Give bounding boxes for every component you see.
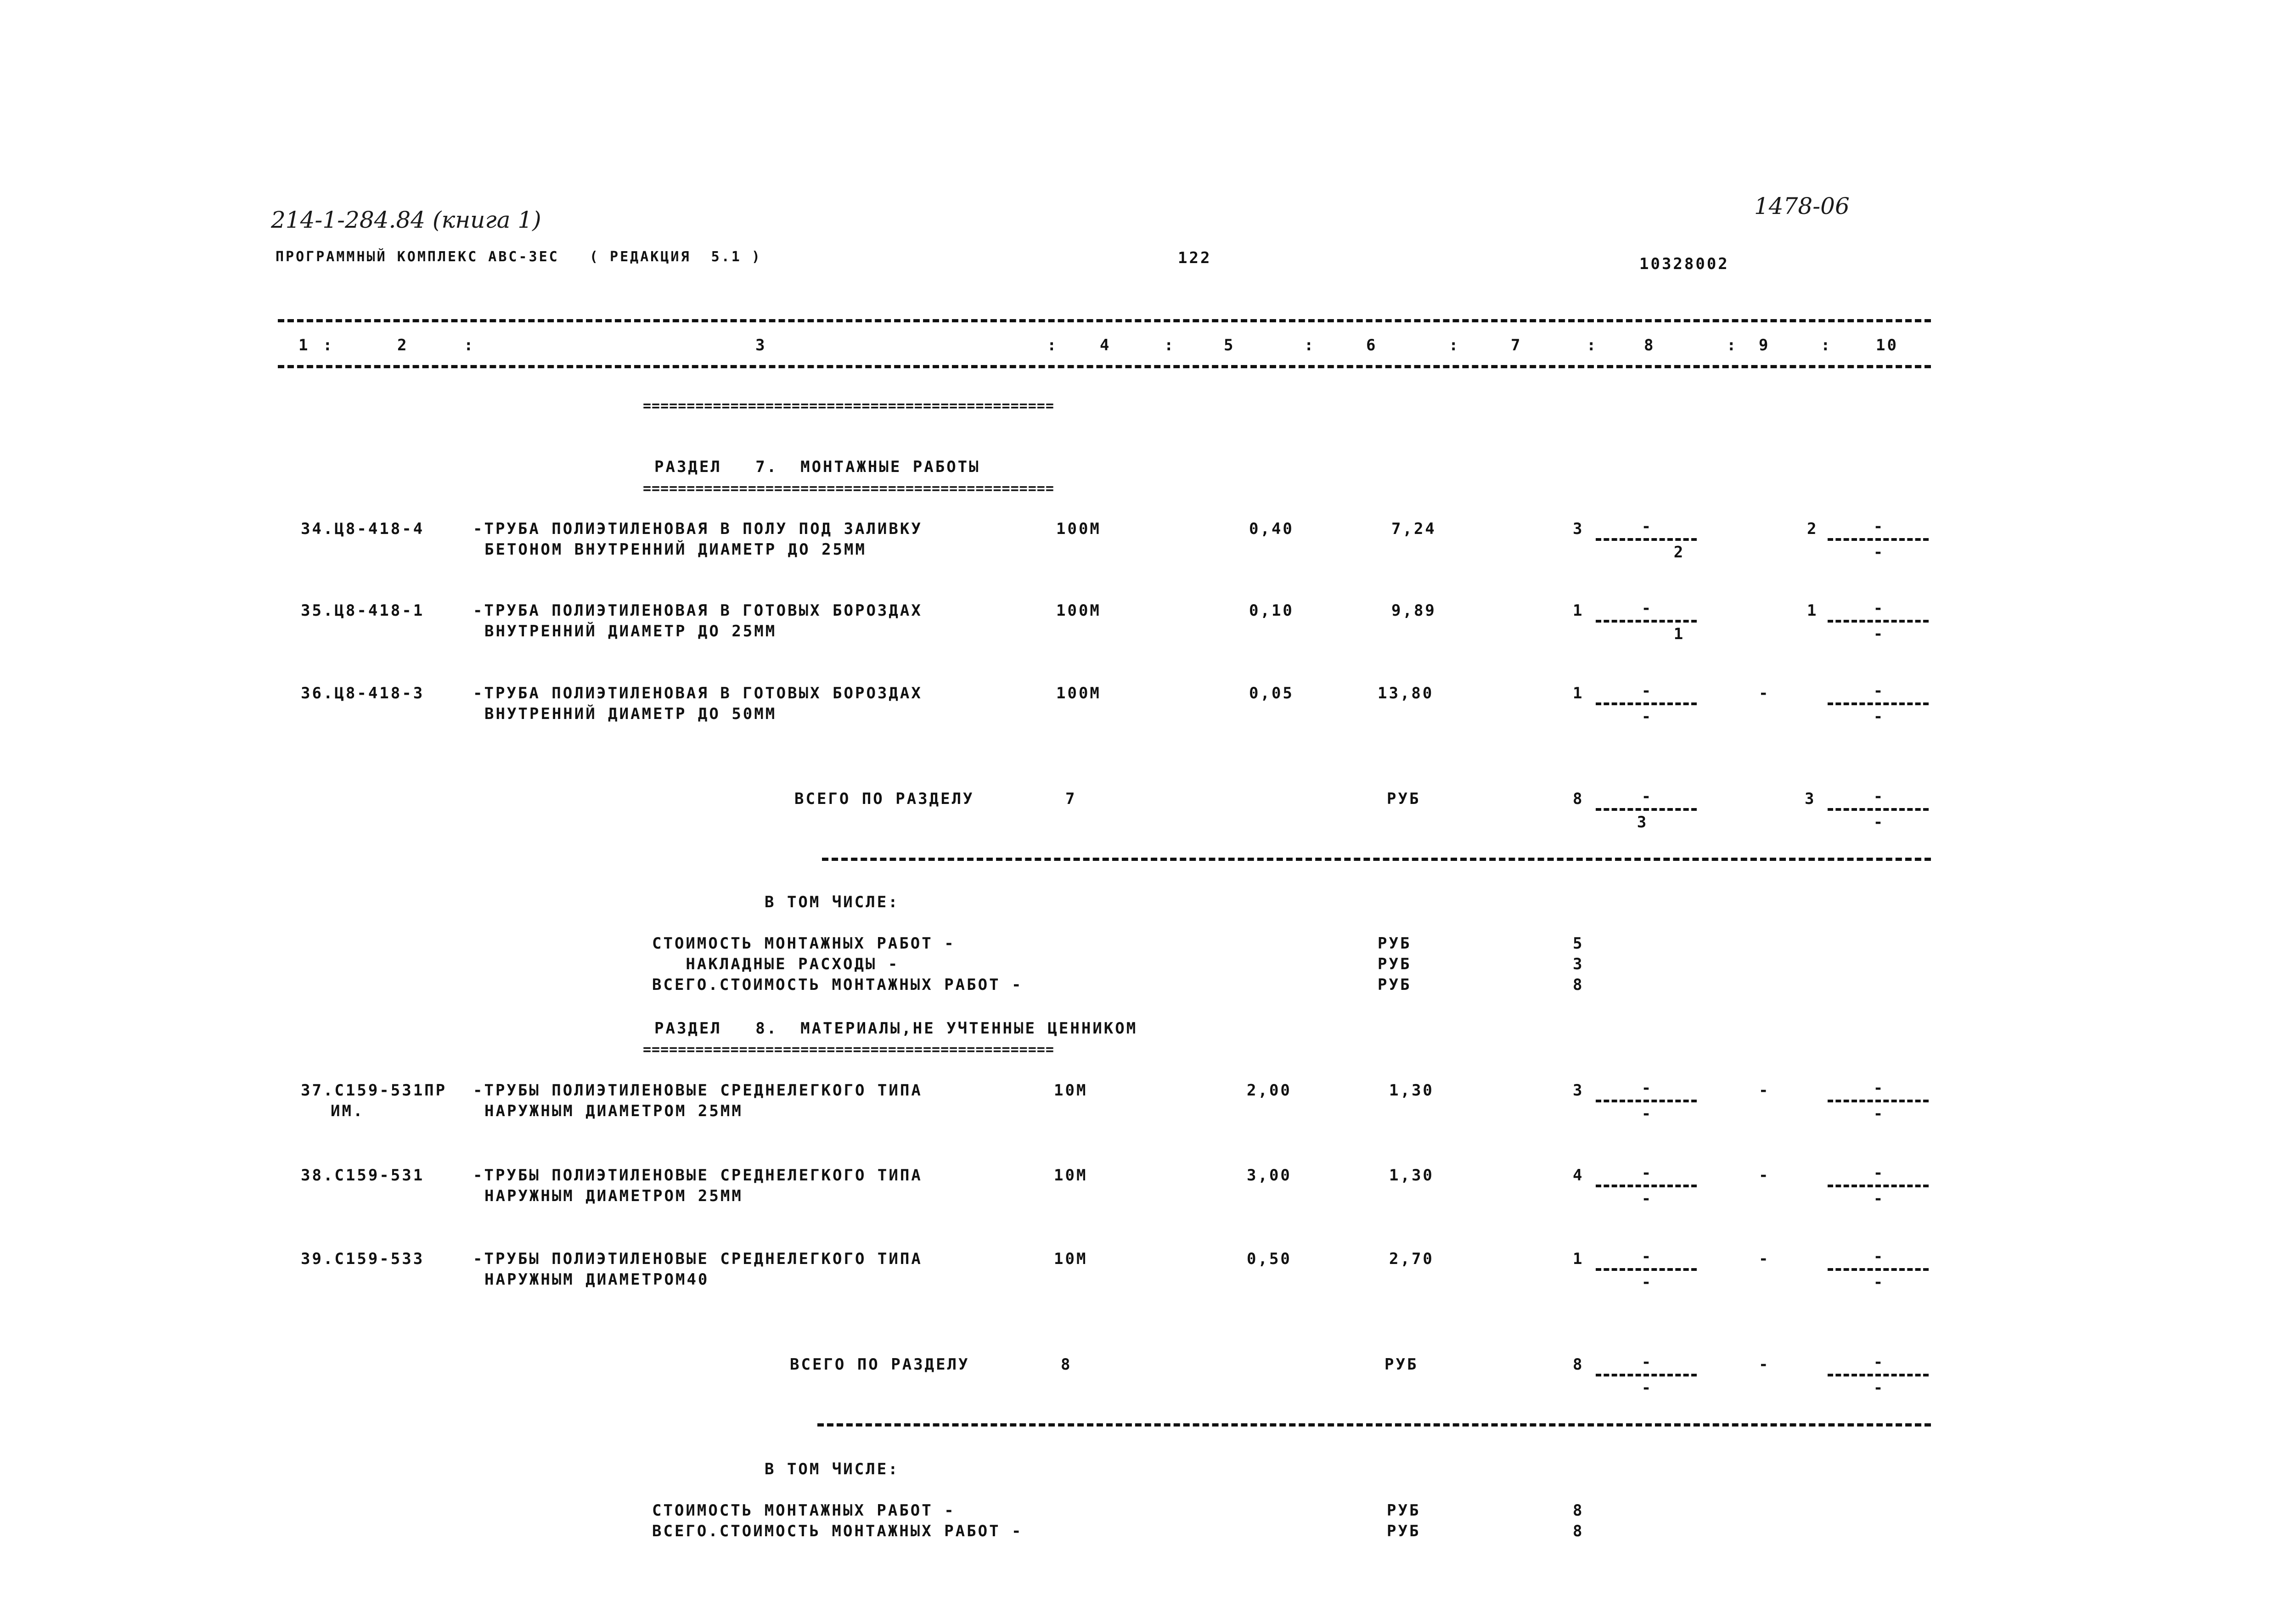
row-price: 9,89 bbox=[1391, 601, 1436, 620]
row-fraction-8 bbox=[1596, 1248, 1697, 1291]
section-total-col9: 3 bbox=[1805, 790, 1816, 808]
fraction-bar bbox=[1596, 702, 1697, 705]
fraction-numerator: - bbox=[1873, 682, 1883, 700]
row-quantity: 0,05 bbox=[1249, 684, 1294, 702]
including-heading: В ТОМ ЧИСЛЕ: bbox=[765, 893, 900, 911]
row-description: ВНУТРЕННИЙ ДИАМЕТР ДО 50ММ bbox=[484, 705, 777, 723]
row-description: -ТРУБЫ ПОЛИЭТИЛЕНОВЫЕ СРЕДНЕЛЕГКОГО ТИПА bbox=[473, 1081, 923, 1100]
including-line-currency: РУБ bbox=[1378, 955, 1412, 973]
fraction-bar bbox=[1828, 1268, 1929, 1271]
fraction-denominator: - bbox=[1873, 708, 1883, 726]
row-price: 1,30 bbox=[1389, 1081, 1434, 1100]
fraction-bar bbox=[1596, 1374, 1697, 1376]
row-code-continuation: ИМ. bbox=[331, 1102, 365, 1120]
including-line-currency: РУБ bbox=[1378, 976, 1412, 994]
row-fraction-10 bbox=[1828, 1079, 1929, 1123]
section-separator: =============================================== bbox=[643, 399, 1054, 413]
column-number-5: 5 bbox=[1224, 336, 1235, 354]
fraction-denominator: - bbox=[1641, 708, 1651, 726]
row-col9: 2 bbox=[1807, 520, 1818, 538]
including-line-value: 8 bbox=[1573, 1522, 1584, 1540]
row-fraction-8 bbox=[1596, 1079, 1697, 1123]
row-fraction-8 bbox=[1596, 600, 1697, 643]
fraction-denominator: 2 bbox=[1673, 543, 1683, 562]
row-col8: 1 bbox=[1573, 684, 1584, 702]
row-col9: - bbox=[1759, 1081, 1770, 1100]
row-description: НАРУЖНЫМ ДИАМЕТРОМ40 bbox=[484, 1270, 709, 1289]
fraction-numerator: - bbox=[1641, 787, 1651, 806]
column-divider: : bbox=[1727, 336, 1738, 354]
row-fraction-8 bbox=[1596, 1164, 1697, 1208]
row-unit: 10М bbox=[1054, 1250, 1088, 1268]
fraction-numerator: - bbox=[1641, 1079, 1651, 1097]
fraction-bar bbox=[1828, 620, 1929, 623]
including-line-label: СТОИМОСТЬ МОНТАЖНЫХ РАБОТ - bbox=[652, 934, 956, 953]
including-line-currency: РУБ bbox=[1387, 1501, 1421, 1520]
column-divider: : bbox=[464, 336, 475, 354]
section-8-title: РАЗДЕЛ 8. МАТЕРИАЛЫ,НЕ УЧТЕННЫЕ ЦЕННИКОМ bbox=[654, 1019, 1138, 1038]
fraction-denominator: - bbox=[1641, 1379, 1651, 1397]
fraction-numerator: - bbox=[1873, 1353, 1883, 1371]
row-col8: 4 bbox=[1573, 1166, 1584, 1185]
including-line-currency: РУБ bbox=[1387, 1522, 1421, 1540]
header-bottom-rule bbox=[278, 365, 1931, 368]
section-total-fraction-8 bbox=[1596, 788, 1697, 831]
section-7-title: РАЗДЕЛ 7. МОНТАЖНЫЕ РАБОТЫ bbox=[654, 458, 980, 476]
row-fraction-10 bbox=[1828, 518, 1929, 561]
fraction-numerator: - bbox=[1873, 599, 1883, 618]
row-fraction-10 bbox=[1828, 682, 1929, 725]
section-total-col8: 8 bbox=[1573, 790, 1584, 808]
row-unit: 100М bbox=[1056, 684, 1101, 702]
column-divider: : bbox=[1821, 336, 1832, 354]
column-number-6: 6 bbox=[1366, 336, 1378, 354]
row-col9: - bbox=[1759, 1250, 1770, 1268]
column-divider: : bbox=[1587, 336, 1598, 354]
row-description: -ТРУБЫ ПОЛИЭТИЛЕНОВЫЕ СРЕДНЕЛЕГКОГО ТИПА bbox=[473, 1166, 923, 1185]
row-description: -ТРУБА ПОЛИЭТИЛЕНОВАЯ В ПОЛУ ПОД ЗАЛИВКУ bbox=[473, 520, 923, 538]
row-code: 35.Ц8-418-1 bbox=[301, 601, 425, 620]
column-divider: : bbox=[1304, 336, 1316, 354]
including-line-label: НАКЛАДНЫЕ РАСХОДЫ - bbox=[652, 955, 900, 973]
fraction-bar bbox=[1596, 808, 1697, 811]
row-fraction-10 bbox=[1828, 600, 1929, 643]
row-fraction-8 bbox=[1596, 682, 1697, 725]
row-description: -ТРУБА ПОЛИЭТИЛЕНОВАЯ В ГОТОВЫХ БОРОЗДАХ bbox=[473, 684, 923, 702]
fraction-numerator: - bbox=[1641, 1247, 1651, 1266]
row-quantity: 0,10 bbox=[1249, 601, 1294, 620]
column-number-1: 1 bbox=[298, 336, 310, 354]
row-description: ВНУТРЕННИЙ ДИАМЕТР ДО 25ММ bbox=[484, 622, 777, 640]
fraction-numerator: - bbox=[1873, 1079, 1883, 1097]
header-top-rule bbox=[278, 319, 1931, 322]
section-total-col8: 8 bbox=[1573, 1355, 1584, 1374]
handwritten-number: 1478-06 bbox=[1754, 193, 1850, 219]
fraction-denominator: 3 bbox=[1637, 813, 1647, 831]
fraction-numerator: - bbox=[1873, 1247, 1883, 1266]
column-number-9: 9 bbox=[1759, 336, 1770, 354]
fraction-denominator: - bbox=[1873, 1105, 1883, 1123]
including-line-value: 5 bbox=[1573, 934, 1584, 953]
fraction-bar bbox=[1828, 1374, 1929, 1376]
row-code: 34.Ц8-418-4 bbox=[301, 520, 425, 538]
fraction-numerator: - bbox=[1873, 1164, 1883, 1182]
row-code: 36.Ц8-418-3 bbox=[301, 684, 425, 702]
column-number-8: 8 bbox=[1644, 336, 1655, 354]
fraction-numerator: - bbox=[1641, 682, 1651, 700]
fraction-denominator: 1 bbox=[1673, 625, 1683, 643]
including-line-label: ВСЕГО.СТОИМОСТЬ МОНТАЖНЫХ РАБОТ - bbox=[652, 1522, 1023, 1540]
fraction-bar bbox=[1596, 1185, 1697, 1187]
fraction-bar bbox=[1596, 538, 1697, 541]
row-description: -ТРУБА ПОЛИЭТИЛЕНОВАЯ В ГОТОВЫХ БОРОЗДАХ bbox=[473, 601, 923, 620]
section-7-bottom-rule bbox=[822, 858, 1931, 861]
column-divider: : bbox=[1449, 336, 1460, 354]
row-unit: 10М bbox=[1054, 1081, 1088, 1100]
section-total-number: 7 bbox=[1065, 790, 1077, 808]
row-description: НАРУЖНЫМ ДИАМЕТРОМ 25ММ bbox=[484, 1187, 743, 1205]
fraction-bar bbox=[1828, 1100, 1929, 1102]
fraction-numerator: - bbox=[1641, 1164, 1651, 1182]
column-number-7: 7 bbox=[1511, 336, 1522, 354]
fraction-denominator: - bbox=[1873, 1379, 1883, 1397]
row-price: 1,30 bbox=[1389, 1166, 1434, 1185]
row-col8: 3 bbox=[1573, 520, 1584, 538]
fraction-denominator: - bbox=[1873, 1273, 1883, 1292]
fraction-bar bbox=[1828, 1185, 1929, 1187]
including-heading: В ТОМ ЧИСЛЕ: bbox=[765, 1460, 900, 1478]
section-total-fraction-10 bbox=[1828, 1354, 1929, 1397]
fraction-bar bbox=[1828, 702, 1929, 705]
fraction-numerator: - bbox=[1641, 1353, 1651, 1371]
row-quantity: 3,00 bbox=[1247, 1166, 1292, 1185]
section-8-bottom-rule bbox=[817, 1423, 1931, 1427]
row-fraction-10 bbox=[1828, 1164, 1929, 1208]
fraction-bar bbox=[1596, 1100, 1697, 1102]
fraction-numerator: - bbox=[1873, 787, 1883, 806]
column-divider: : bbox=[1047, 336, 1058, 354]
fraction-denominator: - bbox=[1641, 1105, 1651, 1123]
row-col8: 1 bbox=[1573, 601, 1584, 620]
row-quantity: 2,00 bbox=[1247, 1081, 1292, 1100]
fraction-denominator: - bbox=[1641, 1273, 1651, 1292]
section-total-fraction-8 bbox=[1596, 1354, 1697, 1397]
fraction-numerator: - bbox=[1641, 517, 1651, 536]
section-separator: =============================================== bbox=[643, 482, 1054, 496]
row-col8: 1 bbox=[1573, 1250, 1584, 1268]
document-id: 10328002 bbox=[1639, 255, 1729, 273]
including-line-value: 8 bbox=[1573, 976, 1584, 994]
row-price: 2,70 bbox=[1389, 1250, 1434, 1268]
section-total-number: 8 bbox=[1061, 1355, 1072, 1374]
row-fraction-8 bbox=[1596, 518, 1697, 561]
row-price: 13,80 bbox=[1378, 684, 1434, 702]
fraction-denominator: - bbox=[1873, 543, 1883, 562]
section-total-label: ВСЕГО ПО РАЗДЕЛУ bbox=[794, 790, 974, 808]
fraction-denominator: - bbox=[1641, 1190, 1651, 1208]
row-code: 39.С159-533 bbox=[301, 1250, 425, 1268]
including-line-label: ВСЕГО.СТОИМОСТЬ МОНТАЖНЫХ РАБОТ - bbox=[652, 976, 1023, 994]
fraction-numerator: - bbox=[1641, 599, 1651, 618]
row-fraction-10 bbox=[1828, 1248, 1929, 1291]
row-description: БЕТОНОМ ВНУТРЕННИЙ ДИАМЕТР ДО 25ММ bbox=[484, 540, 867, 559]
section-total-currency: РУБ bbox=[1387, 790, 1421, 808]
section-separator: =============================================== bbox=[643, 1043, 1054, 1057]
column-number-2: 2 bbox=[397, 336, 409, 354]
column-divider: : bbox=[1164, 336, 1176, 354]
fraction-bar bbox=[1828, 808, 1929, 811]
column-number-3: 3 bbox=[755, 336, 767, 354]
row-quantity: 0,50 bbox=[1247, 1250, 1292, 1268]
including-line-value: 8 bbox=[1573, 1501, 1584, 1520]
program-title: ПРОГРАММНЫЙ КОМПЛЕКС АВС-3ЕС ( РЕДАКЦИЯ 5.1 ) bbox=[276, 249, 762, 265]
fraction-denominator: - bbox=[1873, 1190, 1883, 1208]
fraction-denominator: - bbox=[1873, 625, 1883, 643]
row-col9: - bbox=[1759, 684, 1770, 702]
column-number-10: 10 bbox=[1876, 336, 1898, 354]
fraction-denominator: - bbox=[1873, 813, 1883, 831]
row-code: 38.С159-531 bbox=[301, 1166, 425, 1185]
row-unit: 10М bbox=[1054, 1166, 1088, 1185]
row-code: 37.С159-531ПР bbox=[301, 1081, 447, 1100]
row-price: 7,24 bbox=[1391, 520, 1436, 538]
document-code: 214-1-284.84 (книга 1) bbox=[271, 207, 541, 233]
row-quantity: 0,40 bbox=[1249, 520, 1294, 538]
row-col8: 3 bbox=[1573, 1081, 1584, 1100]
page-number: 122 bbox=[1178, 249, 1212, 267]
fraction-bar bbox=[1596, 1268, 1697, 1271]
row-description: -ТРУБЫ ПОЛИЭТИЛЕНОВЫЕ СРЕДНЕЛЕГКОГО ТИПА bbox=[473, 1250, 923, 1268]
section-total-currency: РУБ bbox=[1384, 1355, 1418, 1374]
including-line-currency: РУБ bbox=[1378, 934, 1412, 953]
row-unit: 100М bbox=[1056, 520, 1101, 538]
including-line-label: СТОИМОСТЬ МОНТАЖНЫХ РАБОТ - bbox=[652, 1501, 956, 1520]
including-line-value: 3 bbox=[1573, 955, 1584, 973]
section-total-fraction-10 bbox=[1828, 788, 1929, 831]
column-divider: : bbox=[323, 336, 334, 354]
row-unit: 100М bbox=[1056, 601, 1101, 620]
fraction-bar bbox=[1596, 620, 1697, 623]
row-description: НАРУЖНЫМ ДИАМЕТРОМ 25ММ bbox=[484, 1102, 743, 1120]
column-number-4: 4 bbox=[1100, 336, 1111, 354]
fraction-numerator: - bbox=[1873, 517, 1883, 536]
row-col9: 1 bbox=[1807, 601, 1818, 620]
fraction-bar bbox=[1828, 538, 1929, 541]
section-total-col9: - bbox=[1759, 1355, 1770, 1374]
row-col9: - bbox=[1759, 1166, 1770, 1185]
section-total-label: ВСЕГО ПО РАЗДЕЛУ bbox=[790, 1355, 970, 1374]
